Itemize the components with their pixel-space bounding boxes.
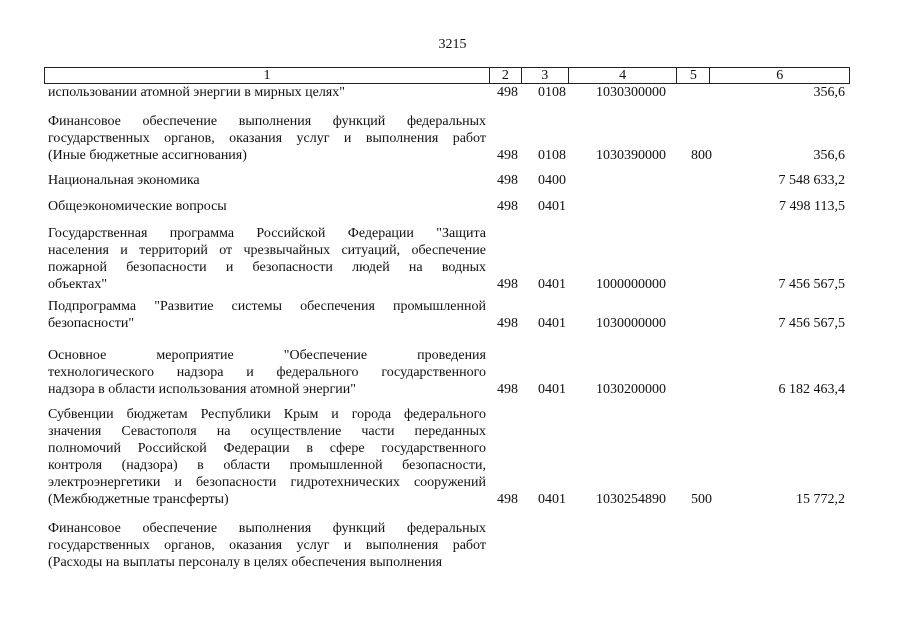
- table-row: [48, 298, 848, 332]
- description-line: контроля (надзора) в области промышленной безопасности,: [48, 458, 486, 473]
- col-3-value: 0400: [538, 173, 566, 188]
- description-line: Национальная экономика: [48, 173, 200, 188]
- description-line: населения и территорий от чрезвычайных ситуаций, обеспечение: [48, 243, 486, 258]
- column-header-6: 6: [709, 68, 849, 83]
- description-line: государственных органов, оказания услуг и выполнения работ: [48, 131, 486, 146]
- table-row: [48, 225, 848, 293]
- table-row: [48, 84, 848, 101]
- description-line: Государственная программа Российской Федерации "Защита: [48, 226, 486, 241]
- description-line: Финансовое обеспечение выполнения функций федеральных: [48, 114, 486, 129]
- column-header-1: 1: [263, 68, 271, 83]
- col-6-value: 15 772,2: [796, 492, 845, 507]
- description-line: использовании атомной энергии в мирных целях": [48, 85, 345, 100]
- description-line: надзора в области использования атомной энергии": [48, 382, 356, 397]
- col-3-value: 0401: [538, 277, 566, 292]
- column-header-3: 3: [521, 68, 568, 83]
- col-4-value: 1030254890: [596, 492, 666, 507]
- col-5-value: 800: [691, 148, 712, 163]
- col-6-value: 356,6: [813, 148, 845, 163]
- col-4-value: 1030000000: [596, 316, 666, 331]
- col-4-value: 1030200000: [596, 382, 666, 397]
- row-description: [48, 198, 486, 215]
- row-description: [48, 225, 486, 293]
- col-5-value: 500: [691, 492, 712, 507]
- row-description: [48, 406, 486, 508]
- table-header: [44, 67, 850, 84]
- col-3-value: 0401: [538, 382, 566, 397]
- col-6-value: 6 182 463,4: [778, 382, 845, 397]
- col-2-value: 498: [497, 382, 518, 397]
- row-description: [48, 347, 486, 398]
- description-line: государственных органов, оказания услуг и выполнения работ: [48, 538, 486, 553]
- description-line: электроэнергетики и безопасности гидротехнических сооружений: [48, 475, 486, 490]
- table-row: [48, 520, 848, 571]
- table-row: [48, 406, 848, 508]
- col-6-value: 356,6: [813, 85, 845, 100]
- description-line: полномочий Российской Федерации в сфере государственного: [48, 441, 486, 456]
- col-2-value: 498: [497, 277, 518, 292]
- col-2-value: 498: [497, 148, 518, 163]
- description-line: Финансовое обеспечение выполнения функций федеральных: [48, 521, 486, 536]
- column-header-2: 2: [489, 68, 521, 83]
- row-description: [48, 113, 486, 164]
- page-number: 3215: [438, 37, 467, 52]
- col-2-value: 498: [497, 492, 518, 507]
- row-description: [48, 298, 486, 332]
- col-4-value: 1030390000: [596, 148, 666, 163]
- col-6-value: 7 498 113,5: [779, 199, 845, 214]
- description-line: пожарной безопасности и безопасности людей на водных: [48, 260, 486, 275]
- col-2-value: 498: [497, 85, 518, 100]
- description-line: безопасности": [48, 316, 135, 331]
- description-line: объектах": [48, 277, 108, 292]
- description-line: (Межбюджетные трансферты): [48, 492, 229, 507]
- col-6-value: 7 548 633,2: [778, 173, 845, 188]
- col-3-value: 0401: [538, 316, 566, 331]
- description-line: Основное мероприятие "Обеспечение проведения: [48, 348, 486, 363]
- col-2-value: 498: [497, 199, 518, 214]
- col-3-value: 0401: [538, 492, 566, 507]
- col-6-value: 7 456 567,5: [778, 277, 845, 292]
- description-line: технологического надзора и федерального государственного: [48, 365, 486, 380]
- row-description: [48, 84, 486, 101]
- col-4-value: 1030300000: [596, 85, 666, 100]
- table-row: [48, 347, 848, 398]
- table-row: [48, 198, 848, 215]
- row-description: [48, 520, 486, 571]
- table-row: [48, 113, 848, 164]
- col-2-value: 498: [497, 173, 518, 188]
- description-line: Субвенции бюджетам Республики Крым и города федерального: [48, 407, 486, 422]
- table-row: [48, 172, 848, 189]
- col-4-value: 1000000000: [596, 277, 666, 292]
- col-2-value: 498: [497, 316, 518, 331]
- column-header-4: 4: [568, 68, 677, 83]
- description-line: (Иные бюджетные ассигнования): [48, 148, 247, 163]
- col-6-value: 7 456 567,5: [778, 316, 845, 331]
- description-line: (Расходы на выплаты персоналу в целях обеспечения выполнения: [48, 555, 443, 570]
- description-line: Общеэкономические вопросы: [48, 199, 227, 214]
- col-3-value: 0108: [538, 148, 566, 163]
- col-3-value: 0401: [538, 199, 566, 214]
- description-line: Подпрограмма "Развитие системы обеспечения промышленной: [48, 299, 486, 314]
- row-description: [48, 172, 486, 189]
- description-line: значения Севастополя на осуществление части переданных: [48, 424, 486, 439]
- column-header-5: 5: [676, 68, 709, 83]
- col-3-value: 0108: [538, 85, 566, 100]
